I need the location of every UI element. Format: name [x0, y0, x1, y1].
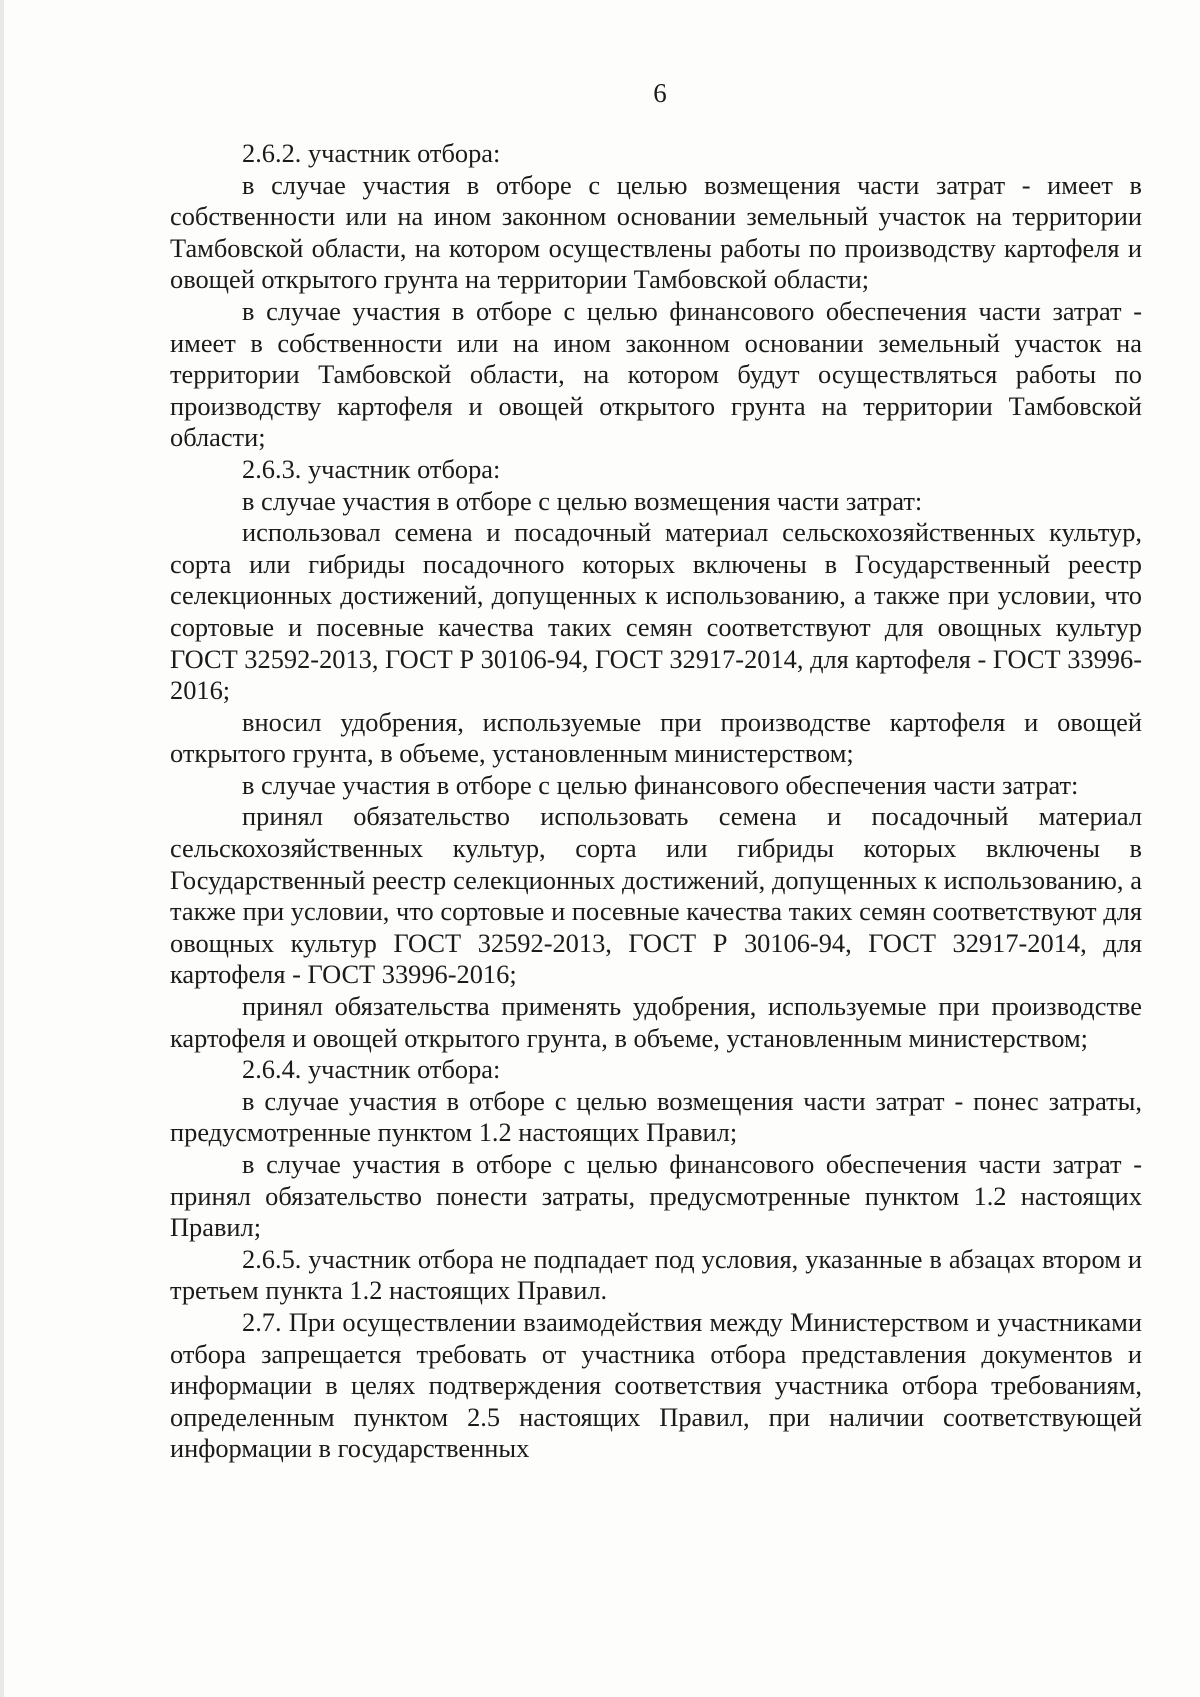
- document-body: [170, 138, 1142, 1465]
- paragraph: принял обязательства применять удобрения, используемые при производстве картофеля и овощей открытого грунта, в объеме, установленным министерством;: [170, 991, 1142, 1053]
- paragraph: в случае участия в отборе с целью финансового обеспечения части затрат - имеет в собственности или на ином законном основании земельный участок на территории Тамбовской области, на котором будут осуществляться работы по производству картофеля и овощей открытого грунта на территории Тамбовской области;: [170, 295, 1142, 453]
- paragraph: в случае участия в отборе с целью возмещения части затрат - имеет в собственности или на ином законном основании земельный участок на территории Тамбовской области, на котором осуществлены работы по производству картофеля и овощей открытого грунта на территории Тамбовской области;: [170, 169, 1142, 295]
- page-number: 6: [653, 78, 667, 108]
- paragraph: 2.7. При осуществлении взаимодействия между Министерством и участниками отбора запрещается требовать от участника отбора представления документов и информации в целях подтверждения соответствия участника отбора требованиям, определенным пунктом 2.5 настоящих Правил, при наличии соответствующей информации в государственных: [170, 1306, 1142, 1464]
- scan-edge: [0, 0, 4, 1697]
- paragraph: вносил удобрения, используемые при производстве картофеля и овощей открытого грунта, в объеме, установленным министерством;: [170, 706, 1142, 769]
- paragraph: 2.6.3. участник отбора:: [242, 453, 501, 484]
- paragraph: 2.6.5. участник отбора не подпадает под условия, указанные в абзацах втором и третьем пункта 1.2 настоящих Правил.: [170, 1243, 1142, 1306]
- paragraph: принял обязательство использовать семена и посадочный материал сельскохозяйственных культур, сорта или гибриды которых включены в Государственный реестр селекционных достижений, допущенных к использованию, а также при условии, что сортовые и посевные качества таких семян соответствуют для овощных культур ГОСТ 32592-2013, ГОСТ Р 30106-94, ГОСТ 32917-2014, для картофеля - ГОСТ 33996-2016;: [170, 801, 1142, 990]
- paragraph: в случае участия в отборе с целью финансового обеспечения части затрат - принял обязательство понести затраты, предусмотренные пунктом 1.2 настоящих Правил;: [170, 1149, 1142, 1243]
- paragraph: в случае участия в отборе с целью возмещения части затрат:: [242, 485, 923, 516]
- paragraph: в случае участия в отборе с целью возмещения части затрат - понес затраты, предусмотренные пунктом 1.2 настоящих Правил;: [170, 1085, 1142, 1148]
- paragraph: в случае участия в отборе с целью финансового обеспечения части затрат:: [242, 769, 1079, 800]
- paragraph: 2.6.2. участник отбора:: [242, 138, 501, 168]
- paragraph: использовал семена и посадочный материал сельскохозяйственных культур, сорта или гибриды посадочного которых включены в Государственный реестр селекционных достижений, допущенных к использованию, а также при условии, что сортовые и посевные качества таких семян соответствуют для овощных культур ГОСТ 32592-2013, ГОСТ Р 30106-94, ГОСТ 32917-2014, для картофеля - ГОСТ 33996-2016;: [170, 517, 1142, 706]
- paragraph: 2.6.4. участник отбора:: [242, 1054, 501, 1085]
